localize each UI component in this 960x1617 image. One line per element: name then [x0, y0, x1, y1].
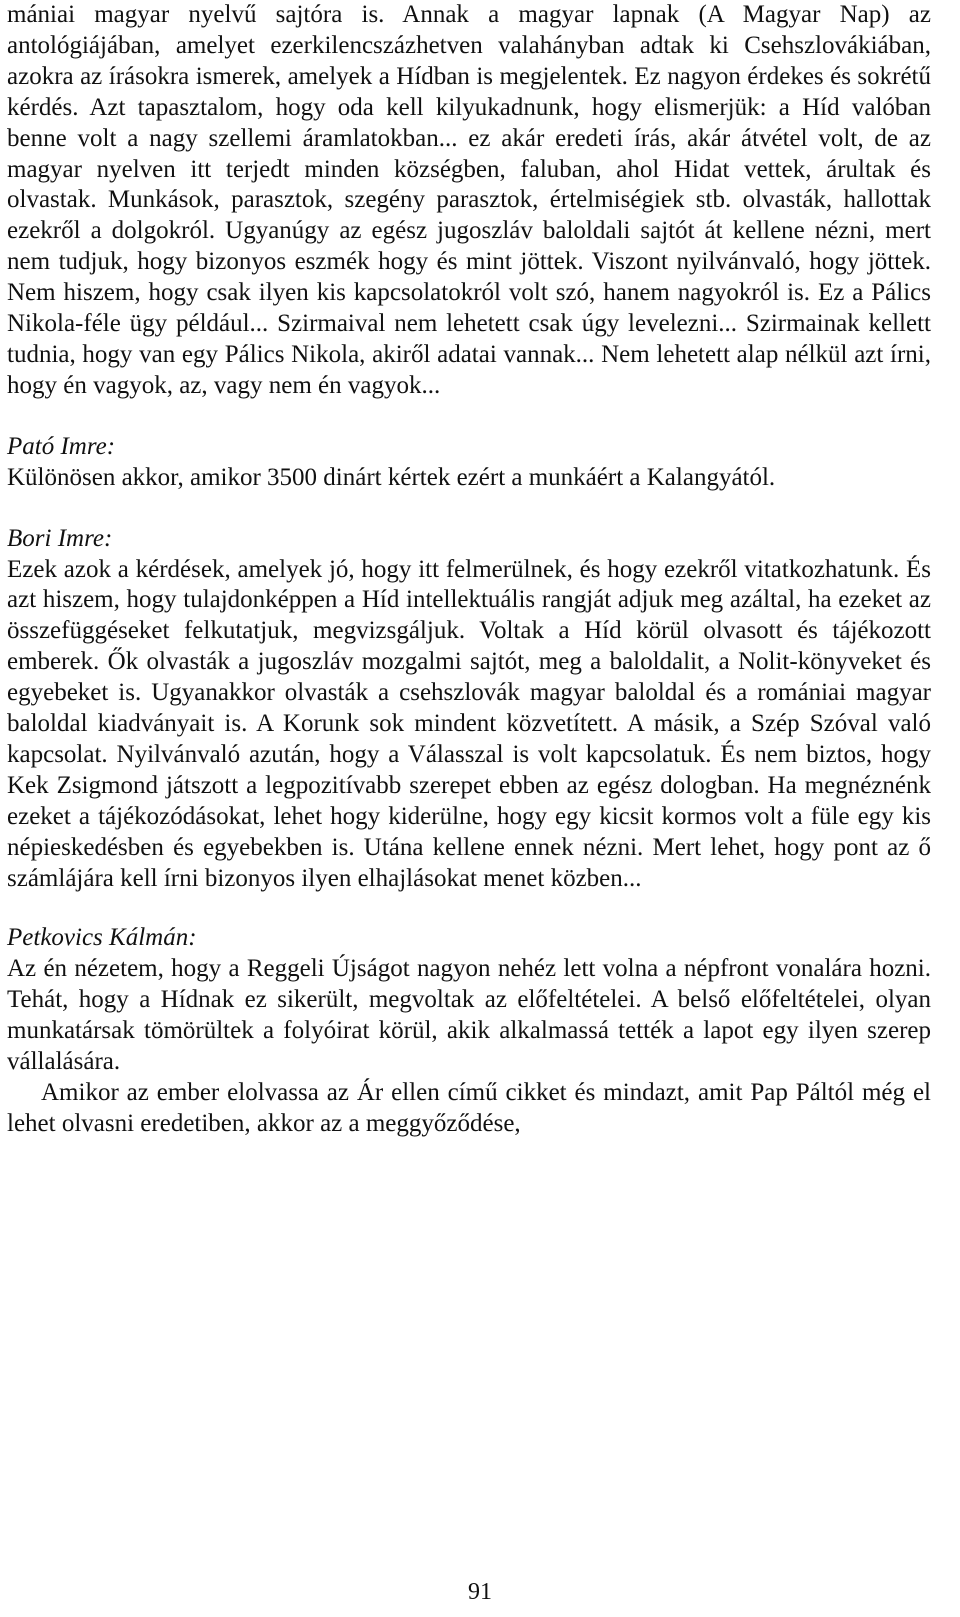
- paragraph-opening: mániai magyar nyelvű sajtóra is. Annak a magyar lapnak (A Magyar Nap) az antológiájában, amelyet ezerkilencszázhetven valahányban adtak ki Csehszlovákiában, azokra az írásokra ismerek, amelyek a Hídban is megjelentek. Ez nagyon érdekes és sokrétű kérdés. Azt tapasztalom, hogy oda kell kilyukadnunk, hogy elismerjük: a Híd valóban benne volt a nagy szellemi áramlatokban... ez akár eredeti írás, akár átvétel volt, de az magyar nyelven itt terjedt minden községben, faluban, ahol Hidat vettek, árultak és olvastak. Munkások, parasztok, szegény parasztok, értelmiségiek stb. olvasták, hallottak ezekről a dolgokról. Ugyanúgy az egész jugoszláv baloldali sajtót át kellene nézni, mert nem tudjuk, hogy bizonyos eszmék hogy és mint jöttek. Viszont nyilvánvaló, hogy jöttek. Nem hiszem, hogy csak ilyen kis kapcsolatokról volt szó, hanem nagyokról is. Ez a Pálics Nikola-féle ügy például... Szirmaival nem lehetett csak úgy levelezni... Szirmainak kellett tudnia, hogy van egy Pálics Nikola, akiről adatai vannak... Nem lehetett alap nélkül azt írni, hogy én vagyok, az, vagy nem én vagyok...: [7, 1, 931, 399]
- spacer: [7, 494, 931, 524]
- paragraph-petkovics-kalman-continued: Amikor az ember elolvassa az Ár ellen című cikket és mindazt, amit Pap Páltól még el lehet olvasni eredetiben, akkor az a meggyőződése,: [7, 1079, 931, 1137]
- page-number: 91: [468, 1579, 492, 1605]
- speaker-petkovics-kalman: Petkovics Kálmán:: [7, 924, 197, 952]
- paragraph-pato-imre: Különösen akkor, amikor 3500 dinárt kértek ezért a munkáért a Kalangyától.: [7, 463, 776, 491]
- paragraph-bori-imre: Ezek azok a kérdések, amelyek jó, hogy itt felmerülnek, és hogy ezekről vitatkozhatunk. És azt hiszem, hogy tulajdonképpen a Híd intellektuális rangját adjuk meg azáltal, ha ezeket az összefüggéseket felkutatjuk, megvizsgáljuk. Voltak a Híd körül olvasott és tájékozott emberek. Ők olvasták a jugoszláv mozgalmi sajtót, meg a baloldalit, a Nolit-könyveket és egyebeket is. Ugyanakkor olvasták a csehszlovák magyar baloldal és a romániai magyar baloldal kiadványait is. A Korunk sok mindent közvetített. A másik, a Szép Szóval való kapcsolat. Nyilvánvaló azután, hogy a Válasszal is volt kapcsolatuk. És nem biztos, hogy Kek Zsigmond játszott a legpozitívabb szerepet ebben az egész dologban. Ha megnéznénk ezeket a tájékozódásokat, lehet hogy kiderülne, hogy egy kicsit kormos volt a füle egy kis népieskedésben és egyebekben is. Utána kellene ennek nézni. Mert lehet, hogy pont az ő számlájára kell írni bizonyos ilyen elhajlásokat menet közben...: [7, 555, 931, 892]
- spacer: [7, 894, 931, 923]
- speaker-bori-imre: Bori Imre:: [7, 524, 113, 552]
- document-page: [7, 0, 931, 1140]
- speaker-pato-imre: Pató Imre:: [7, 432, 116, 460]
- spacer: [7, 402, 931, 432]
- paragraph-petkovics-kalman: Az én nézetem, hogy a Reggeli Újságot nagyon nehéz lett volna a népfront vonalára hozni. Tehát, hogy a Hídnak ez sikerült, megvoltak az előfeltételei. A belső előfeltételei, olyan munkatársak tömörültek a folyóirat körül, akik alkalmassá tették a lapot egy ilyen szerep vállalására.: [7, 955, 931, 1076]
